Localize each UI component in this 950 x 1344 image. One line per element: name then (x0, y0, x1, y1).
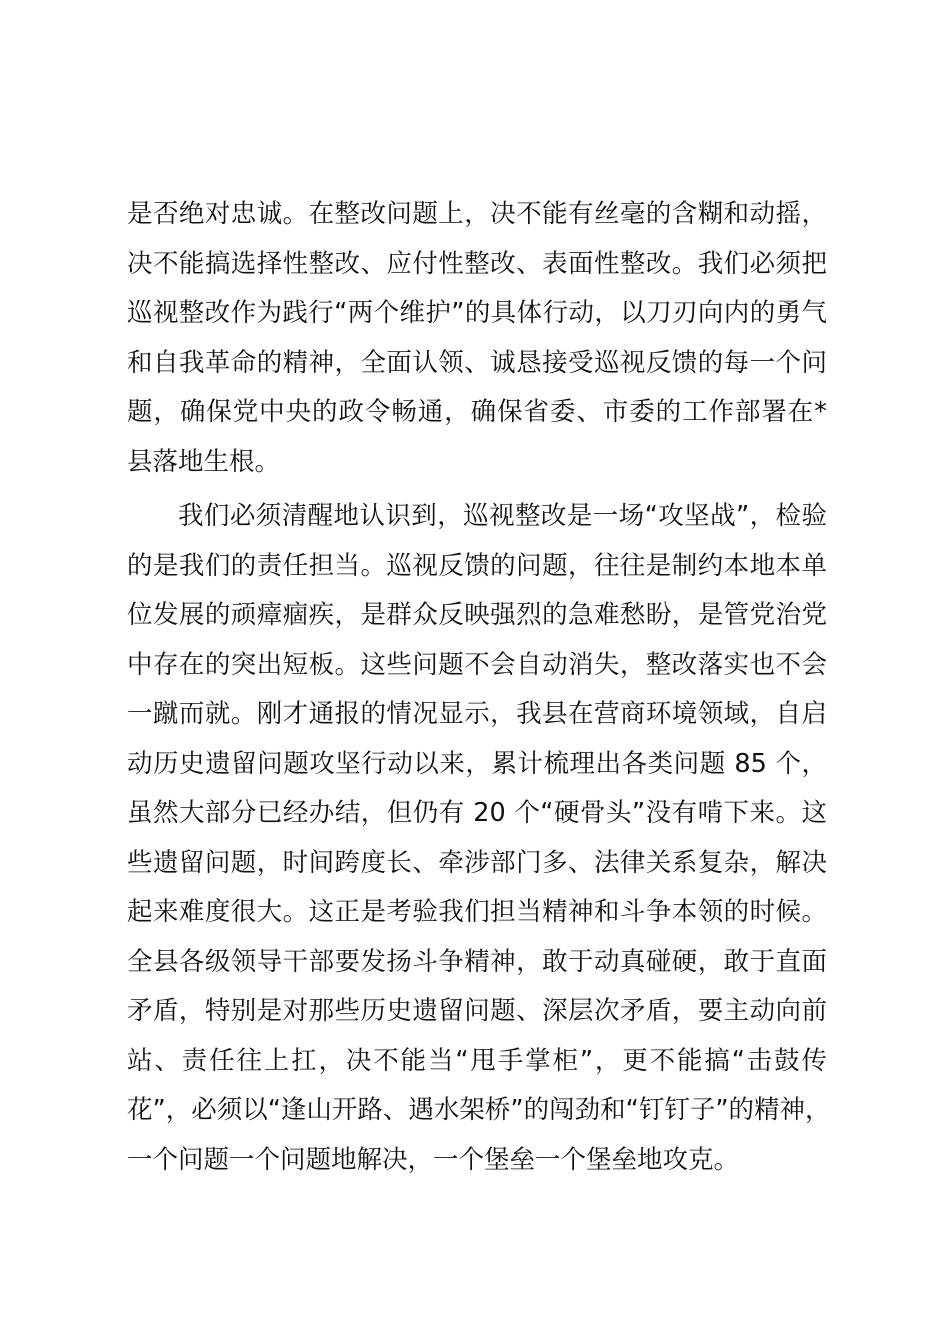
paragraph-2-line-7: 虽然大部分已经办结，但仍有 20 个“硬骨头”没有啃下来。这 (127, 798, 827, 828)
paragraph-2-line-1: 我们必须清醒地认识到，巡视整改是一场“攻坚战”，检验 (178, 501, 827, 531)
paragraph-2-line-8: 些遗留问题，时间跨度长、牵涉部门多、法律关系复杂，解决 (127, 847, 827, 878)
paragraph-2-line-2: 的是我们的责任担当。巡视反馈的问题，往往是制约本地本单 (127, 550, 827, 581)
paragraph-2-line-3: 位发展的顽瘴痼疾，是群众反映强烈的急难愁盼，是管党治党 (127, 600, 827, 630)
paragraph-2-line-6: 动历史遗留问题攻坚行动以来，累计梳理出各类问题 85 个， (127, 748, 827, 779)
paragraph-2-line-10: 全县各级领导干部要发扬斗争精神，敢于动真碰硬，敢于直面 (127, 946, 827, 977)
paragraph-1-line-4: 和自我革命的精神，全面认领、诚恳接受巡视反馈的每一个问 (127, 347, 827, 378)
paragraph-2-line-14: 一个问题一个问题地解决，一个堡垒一个堡垒地攻克。 (127, 1144, 740, 1175)
document-body (127, 190, 831, 1185)
paragraph-1-line-6: 县落地生根。 (127, 446, 281, 477)
paragraph-2-line-9: 起来难度很大。这正是考验我们担当精神和斗争本领的时候。 (127, 897, 827, 927)
paragraph-2-line-13: 花”，必须以“逢山开路、遇水架桥”的闯劲和“钉钉子”的精神， (127, 1095, 831, 1125)
paragraph-1-line-5: 题，确保党中央的政令畅通，确保省委、市委的工作部署在* (127, 397, 827, 427)
paragraph-2-line-4: 中存在的突出短板。这些问题不会自动消失，整改落实也不会 (127, 649, 827, 680)
paragraph-1-line-1: 是否绝对忠诚。在整改问题上，决不能有丝毫的含糊和动摇， (127, 199, 827, 229)
paragraph-2-line-11: 矛盾，特别是对那些历史遗留问题、深层次矛盾，要主动向前 (127, 996, 827, 1026)
paragraph-2-line-12: 站、责任往上扛，决不能当“甩手掌柜”，更不能搞“击鼓传 (127, 1045, 827, 1076)
paragraph-2-line-5: 一蹴而就。刚才通报的情况显示，我县在营商环境领域，自启 (127, 699, 827, 729)
paragraph-1-line-2: 决不能搞选择性整改、应付性整改、表面性整改。我们必须把 (127, 248, 827, 279)
paragraph-1-line-3: 巡视整改作为践行“两个维护”的具体行动，以刀刃向内的勇气 (127, 298, 827, 328)
